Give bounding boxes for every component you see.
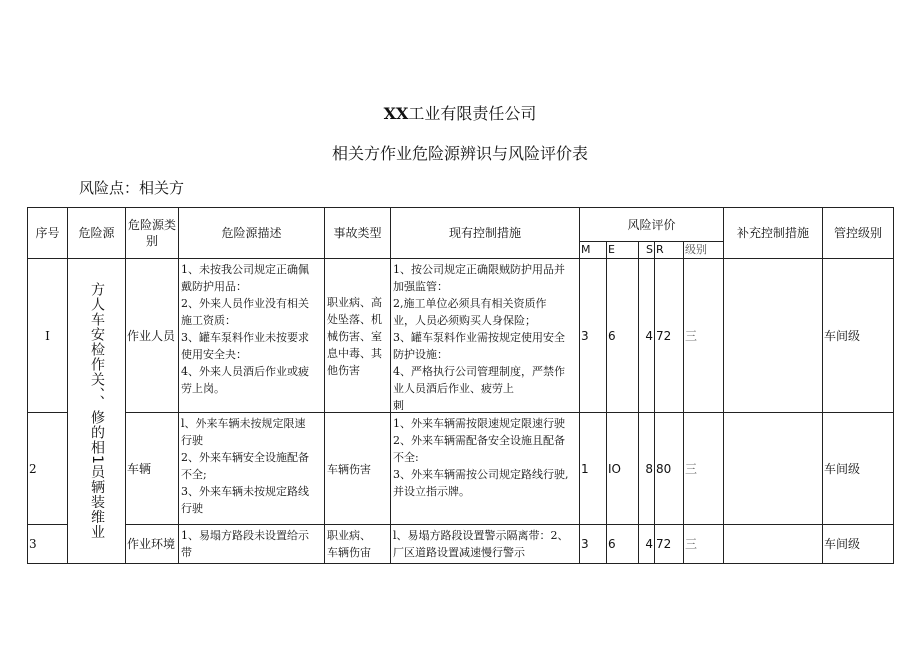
row-level: 三	[684, 259, 724, 413]
row-no: 3	[28, 525, 68, 564]
row-controls	[391, 259, 580, 413]
row-description	[179, 413, 325, 525]
col-controls: 现有控制措施	[391, 208, 580, 259]
col-description: 危险源描述	[179, 208, 325, 259]
row-e: IO	[607, 413, 639, 525]
cell-line: 4、严格执行公司管理制度，严禁作	[393, 365, 565, 378]
cell-line: 刺	[393, 399, 404, 410]
company-suffix: 工业有限责任公司	[408, 104, 537, 123]
col-extra-controls: 补充控制措施	[724, 208, 823, 259]
cell-line: l、易塌方路段设置警示隔离带：2、	[393, 529, 569, 542]
row-category: 作业环境	[126, 525, 179, 564]
cell-line: l、外来车辆未按规定限速	[181, 417, 306, 430]
cell-line: 1、按公司规定正确限贼防护用品并	[393, 263, 565, 276]
row-description	[179, 259, 325, 413]
cell-line: 带	[181, 546, 192, 559]
cell-line: 他伤害	[327, 364, 360, 377]
cell-line: 2、外来人员作业没有相关	[181, 297, 309, 310]
cell-line: 3、外来车辆需按公司规定路线行驶,	[393, 468, 569, 481]
cell-line: 3、罐车泵料作业未按要求	[181, 331, 309, 344]
row-category: 车辆	[126, 413, 179, 525]
row-category: 作业人员	[126, 259, 179, 413]
row-r: 72	[655, 259, 684, 413]
cell-line: 息中毒、其	[327, 347, 382, 360]
company-prefix: XX	[383, 104, 409, 123]
row-accident	[325, 413, 391, 525]
row-extra	[724, 259, 823, 413]
row-m: 3	[580, 259, 607, 413]
cell-line: 劳上岗。	[181, 382, 225, 395]
cell-line: 车辆伤害	[327, 463, 371, 476]
merged-hazard-text: 方人车安检作关、、修的相1员辆装维业	[89, 282, 105, 540]
row-extra	[724, 525, 823, 564]
row-r: 72	[655, 525, 684, 564]
cell-line: 2,施工单位必须具有相关资质作	[393, 297, 547, 310]
cell-line: 行驶	[181, 502, 203, 515]
col-m: M	[580, 242, 607, 259]
cell-line: 1、易塌方路段未设置给示	[181, 529, 309, 542]
row-no: 2	[28, 413, 68, 525]
row-e: 6	[607, 259, 639, 413]
document-title: 相关方作业危险源辨识与风险评价表	[331, 144, 588, 163]
cell-line: 不全;	[181, 468, 207, 481]
row-m: 3	[580, 525, 607, 564]
row-control-level: 车间级	[823, 413, 894, 525]
row-level: 三	[684, 525, 724, 564]
row-controls	[391, 413, 580, 525]
cell-line: 车辆伤宙	[327, 546, 371, 559]
cell-line: 1、未按我公司规定正确佩	[181, 263, 309, 276]
col-e: E	[607, 242, 639, 259]
row-accident	[325, 259, 391, 413]
row-no: I	[28, 259, 68, 413]
row-level: 三	[684, 413, 724, 525]
cell-line: 2、外来车辆安全设施配备	[181, 451, 309, 464]
row-e: 6	[607, 525, 639, 564]
cell-line: 3、外来车辆未按规定路线	[181, 485, 309, 498]
cell-line: 防护设施：	[393, 348, 448, 361]
col-risk-eval: 风险评价	[580, 208, 724, 242]
row-m: 1	[580, 413, 607, 525]
risk-point-label: 风险点：相关方	[79, 179, 185, 197]
cell-line: 并设立指示牌。	[393, 485, 470, 498]
col-s: S	[639, 242, 655, 259]
col-r: R	[655, 242, 684, 259]
company-name	[0, 101, 920, 124]
row-control-level: 车间级	[823, 259, 894, 413]
row-s: 4	[639, 525, 655, 564]
cell-line: 业人员酒后作业、疲劳上	[393, 382, 514, 395]
col-accident: 事故类型	[325, 208, 391, 259]
cell-line: 使用安全夬：	[181, 348, 247, 361]
table-row	[28, 525, 894, 564]
col-no: 序号	[28, 208, 68, 259]
row-s: 8	[639, 413, 655, 525]
cell-line: 职业病、	[327, 529, 371, 542]
cell-line: 厂区道路设置减速慢行警示	[393, 546, 525, 559]
table-row	[28, 413, 894, 525]
row-controls	[391, 525, 580, 564]
cell-line: 3、罐车泵料作业需按规定使用安全	[393, 331, 565, 344]
row-extra	[724, 413, 823, 525]
row-s: 4	[639, 259, 655, 413]
cell-line: 械伤害、室	[327, 330, 382, 343]
hazard-table	[27, 207, 894, 564]
cell-line: 4、外来人员酒后作业或疲	[181, 365, 309, 378]
cell-line: 加强监管：	[393, 280, 448, 293]
cell-line: 不全:	[393, 451, 419, 464]
merged-hazard-cell	[68, 259, 126, 564]
row-description	[179, 525, 325, 564]
cell-line: 戴防护用品：	[181, 280, 247, 293]
col-level: 级别	[684, 242, 724, 259]
col-hazard: 危险源	[68, 208, 126, 259]
cell-line: 施工资质：	[181, 314, 236, 327]
cell-line: 业，人员必须购买人身保险；	[393, 314, 536, 327]
col-control-level: 管控级别	[823, 208, 894, 259]
col-category: 危险源类别	[126, 208, 179, 259]
cell-line: 2、外来车辆需配备安全设施且配备	[393, 434, 565, 447]
row-r: 80	[655, 413, 684, 525]
cell-line: 处坠落、机	[327, 313, 382, 326]
cell-line: 1、外来车辆需按限速规定限速行驶	[393, 417, 565, 430]
row-accident	[325, 525, 391, 564]
cell-line: 职业病、高	[327, 296, 382, 309]
header-row	[28, 208, 894, 242]
row-control-level: 车间级	[823, 525, 894, 564]
cell-line: 行驶	[181, 434, 203, 447]
table-row	[28, 259, 894, 413]
